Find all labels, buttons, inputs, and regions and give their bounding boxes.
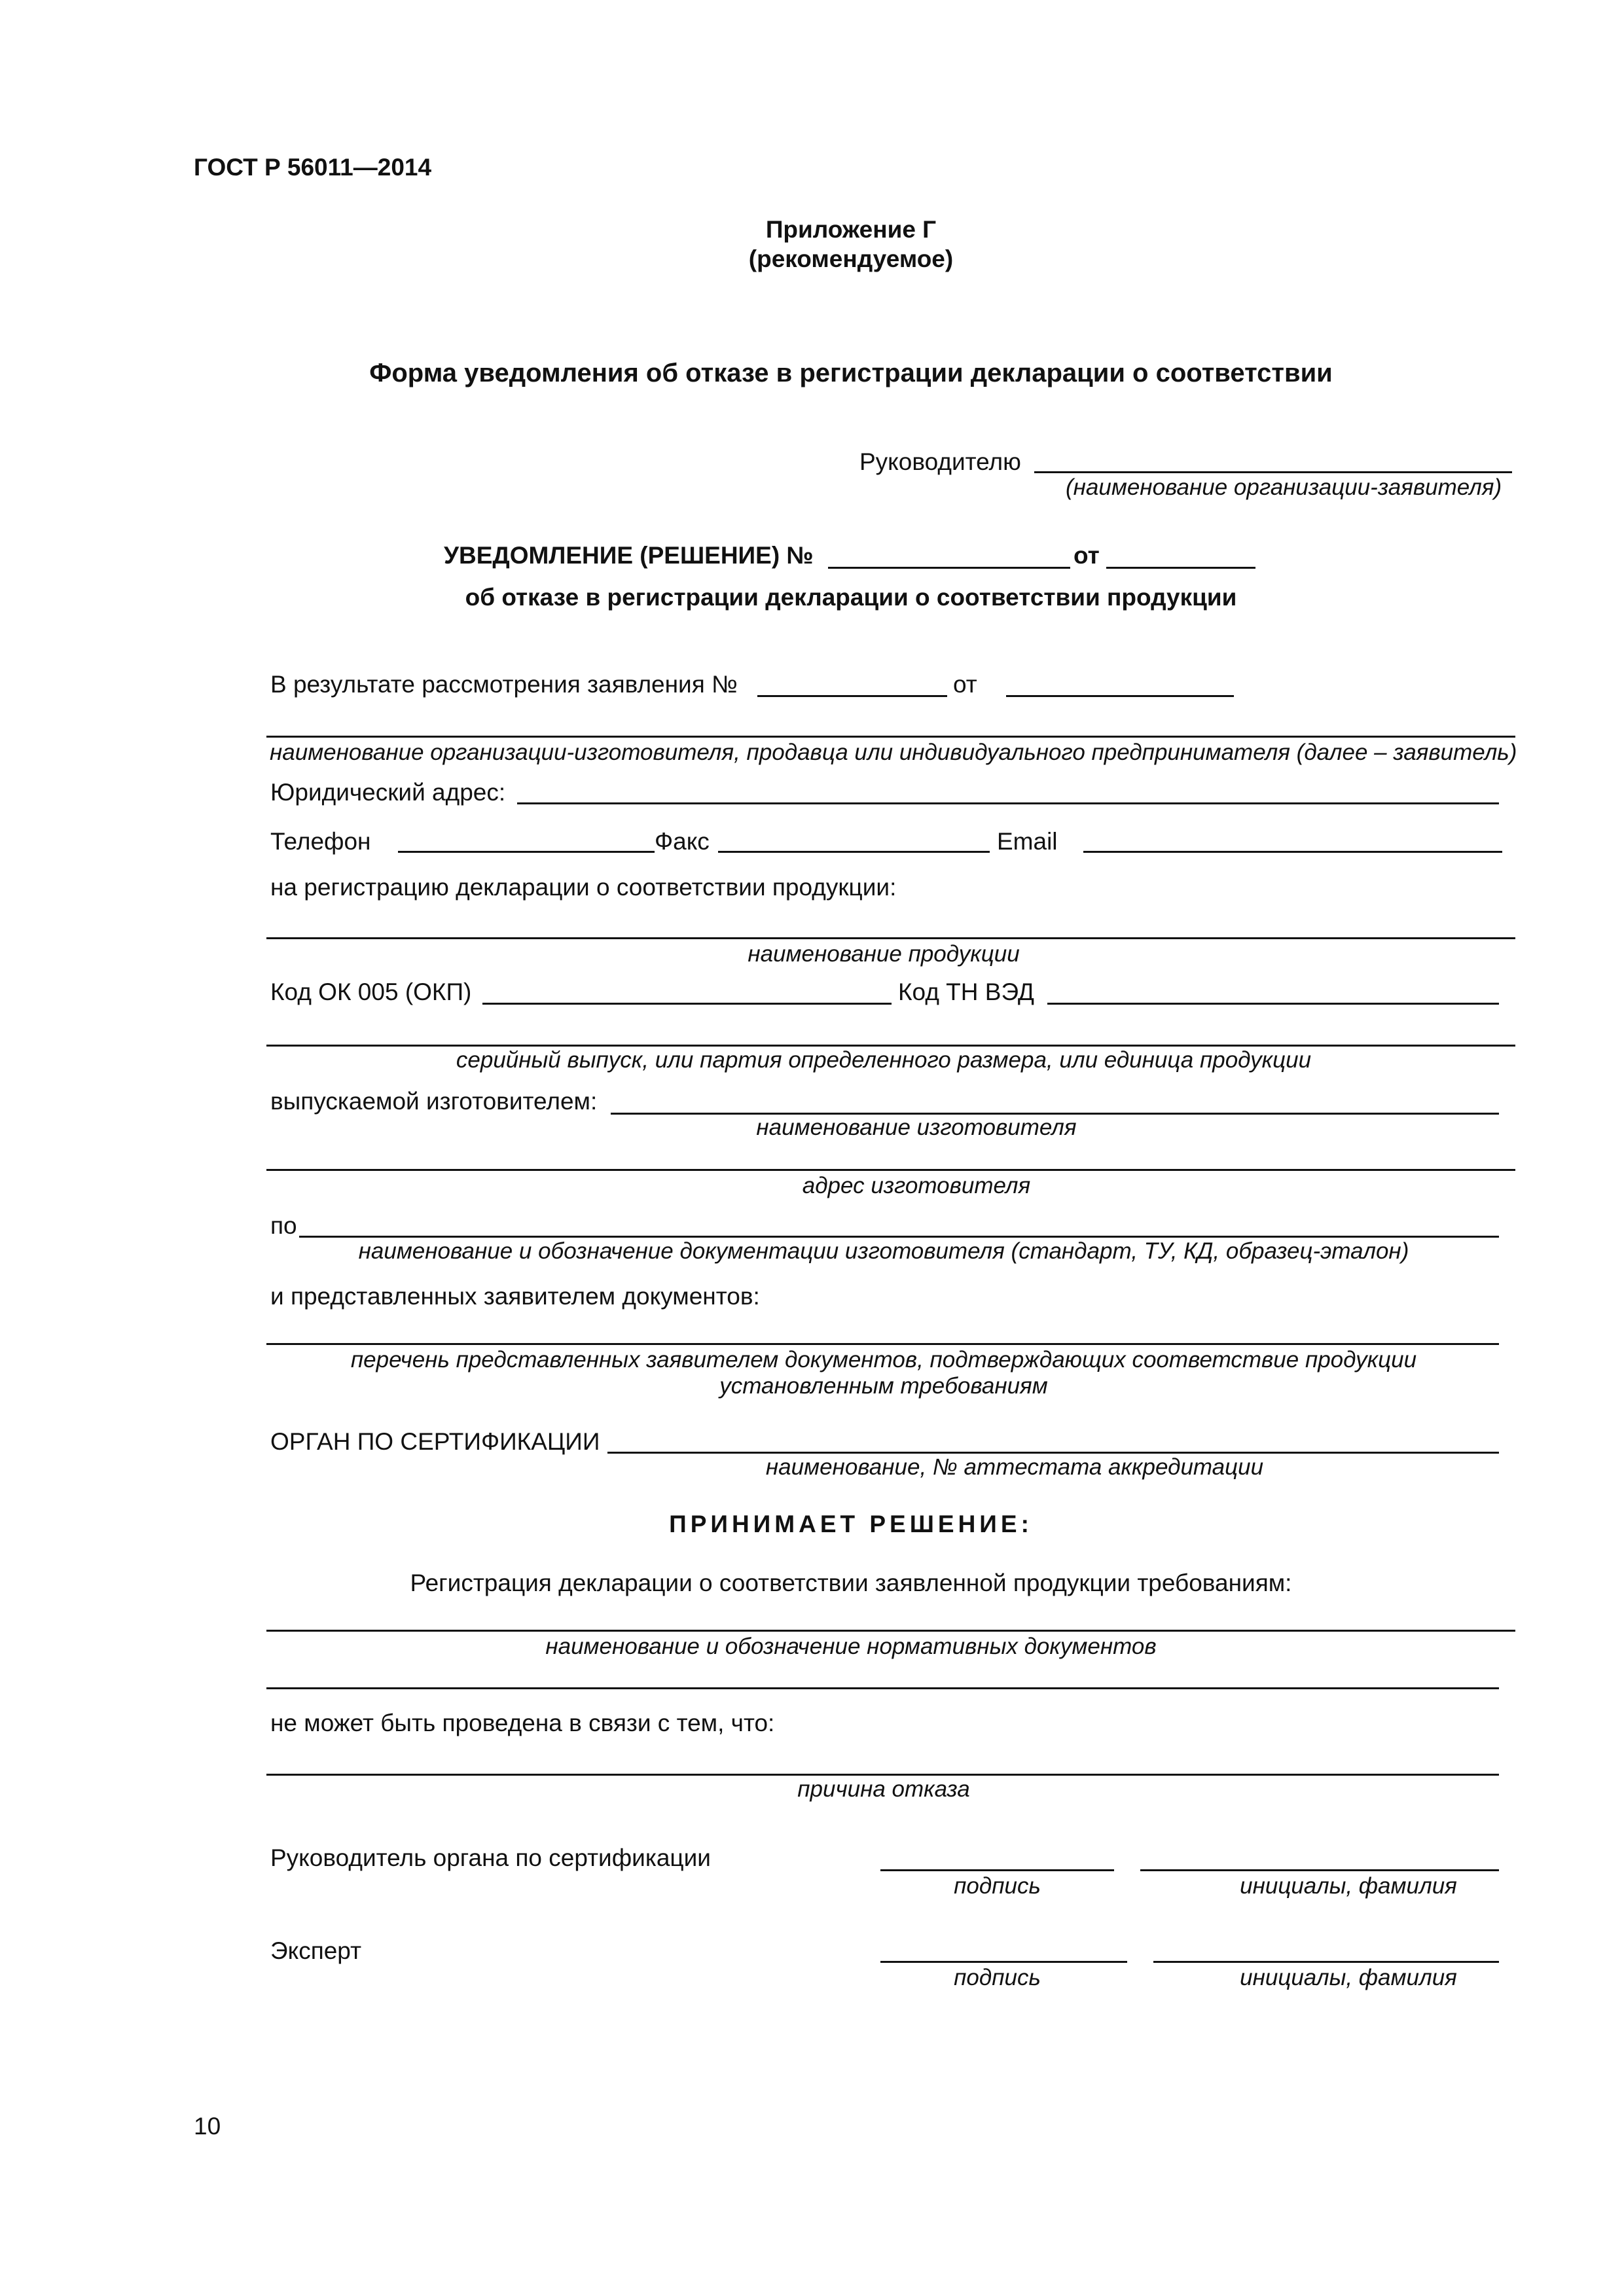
phone-line[interactable] bbox=[398, 851, 655, 853]
okp-code-line[interactable] bbox=[482, 1003, 892, 1005]
notice-subtitle: об отказе в регистрации декларации о соответствии продукции bbox=[465, 584, 1237, 611]
email-label: Email bbox=[997, 828, 1058, 855]
decision-text: Регистрация декларации о соответствии заявленной продукции требованиям: bbox=[410, 1570, 1292, 1596]
by-label: по bbox=[270, 1212, 297, 1239]
reason-hint: причина отказа bbox=[797, 1776, 970, 1802]
registration-label: на регистрацию декларации о соответствии продукции: bbox=[270, 874, 897, 901]
legal-address-line[interactable] bbox=[517, 802, 1499, 804]
decision-heading: ПРИНИМАЕТ РЕШЕНИЕ: bbox=[669, 1511, 1033, 1537]
tnved-code-label: Код ТН ВЭД bbox=[898, 978, 1034, 1005]
submitted-docs-label: и представленных заявителем документов: bbox=[270, 1283, 760, 1310]
legal-address-label: Юридический адрес: bbox=[270, 779, 506, 806]
normative-docs-line[interactable] bbox=[266, 1630, 1515, 1632]
tnved-code-line[interactable] bbox=[1047, 1003, 1499, 1005]
name-hint-expert: инициалы, фамилия bbox=[1240, 1965, 1457, 1990]
appendix-title: Приложение Г bbox=[765, 216, 937, 243]
phone-label: Телефон bbox=[270, 828, 371, 855]
application-date-line[interactable] bbox=[1006, 695, 1234, 697]
manufacturer-name-hint: наименование изготовителя bbox=[756, 1115, 1077, 1140]
signature-hint-expert: подпись bbox=[954, 1965, 1041, 1990]
submitted-docs-line[interactable] bbox=[266, 1343, 1499, 1345]
batch-line[interactable] bbox=[266, 1045, 1515, 1047]
manufacturer-label: выпускаемой изготовителем: bbox=[270, 1088, 598, 1115]
submitted-docs-hint-1: перечень представленных заявителем документов, подтверждающих соответствие продукции bbox=[350, 1347, 1417, 1372]
documentation-hint: наименование и обозначение документации изготовителя (стандарт, ТУ, КД, образец-эталон) bbox=[358, 1238, 1409, 1264]
appendix-status: (рекомендуемое) bbox=[748, 245, 954, 272]
manufacturer-address-hint: адрес изготовителя bbox=[802, 1173, 1031, 1198]
name-line-head[interactable] bbox=[1140, 1869, 1499, 1871]
application-number-line[interactable] bbox=[757, 695, 947, 697]
signature-role-expert: Эксперт bbox=[270, 1937, 362, 1964]
notice-from-label: от bbox=[1074, 542, 1100, 569]
product-name-hint: наименование продукции bbox=[748, 941, 1020, 967]
signature-role-head: Руководитель органа по сертификации bbox=[270, 1844, 711, 1871]
notice-date-line[interactable] bbox=[1106, 567, 1255, 569]
batch-hint: серийный выпуск, или партия определенного размера, или единица продукции bbox=[456, 1047, 1312, 1073]
certification-body-hint: наименование, № аттестата аккредитации bbox=[765, 1454, 1264, 1480]
notice-title: УВЕДОМЛЕНИЕ (РЕШЕНИЕ) № bbox=[444, 542, 814, 569]
okp-code-label: Код ОК 005 (ОКП) bbox=[270, 978, 472, 1005]
notice-number-line[interactable] bbox=[828, 567, 1070, 569]
page-number: 10 bbox=[194, 2113, 221, 2140]
addressee-hint: (наименование организации-заявителя) bbox=[1066, 475, 1502, 500]
applicant-line[interactable] bbox=[266, 736, 1515, 738]
product-name-line[interactable] bbox=[266, 937, 1515, 939]
fax-line[interactable] bbox=[718, 851, 990, 853]
signature-hint-head: подпись bbox=[954, 1873, 1041, 1899]
fax-label: Факс bbox=[655, 828, 710, 855]
form-title: Форма уведомления об отказе в регистрации декларации о соответствии bbox=[369, 359, 1333, 387]
normative-docs-hint: наименование и обозначение нормативных документов bbox=[545, 1634, 1157, 1659]
signature-line-head[interactable] bbox=[880, 1869, 1114, 1871]
certification-body-label: ОРГАН ПО СЕРТИФИКАЦИИ bbox=[270, 1428, 600, 1455]
email-line[interactable] bbox=[1083, 851, 1502, 853]
submitted-docs-hint-2: установленным требованиям bbox=[719, 1373, 1048, 1399]
cannot-label: не может быть проведена в связи с тем, что: bbox=[270, 1710, 775, 1736]
addressee-label: Руководителю bbox=[859, 448, 1021, 475]
application-label: В результате рассмотрения заявления № bbox=[270, 671, 738, 698]
signature-line-expert[interactable] bbox=[880, 1961, 1127, 1963]
applicant-hint: наименование организации-изготовителя, продавца или индивидуального предпринимателя (далее – заявитель) bbox=[270, 740, 1517, 765]
documentation-line[interactable] bbox=[299, 1236, 1499, 1238]
name-line-expert[interactable] bbox=[1153, 1961, 1499, 1963]
normative-docs-line-2[interactable] bbox=[266, 1687, 1499, 1689]
addressee-line[interactable] bbox=[1034, 471, 1512, 473]
standard-number: ГОСТ Р 56011—2014 bbox=[194, 154, 432, 181]
manufacturer-address-line[interactable] bbox=[266, 1169, 1515, 1171]
reason-line[interactable] bbox=[266, 1774, 1499, 1776]
certification-body-line[interactable] bbox=[607, 1452, 1499, 1454]
application-from-label: от bbox=[953, 671, 977, 698]
name-hint-head: инициалы, фамилия bbox=[1240, 1873, 1457, 1899]
